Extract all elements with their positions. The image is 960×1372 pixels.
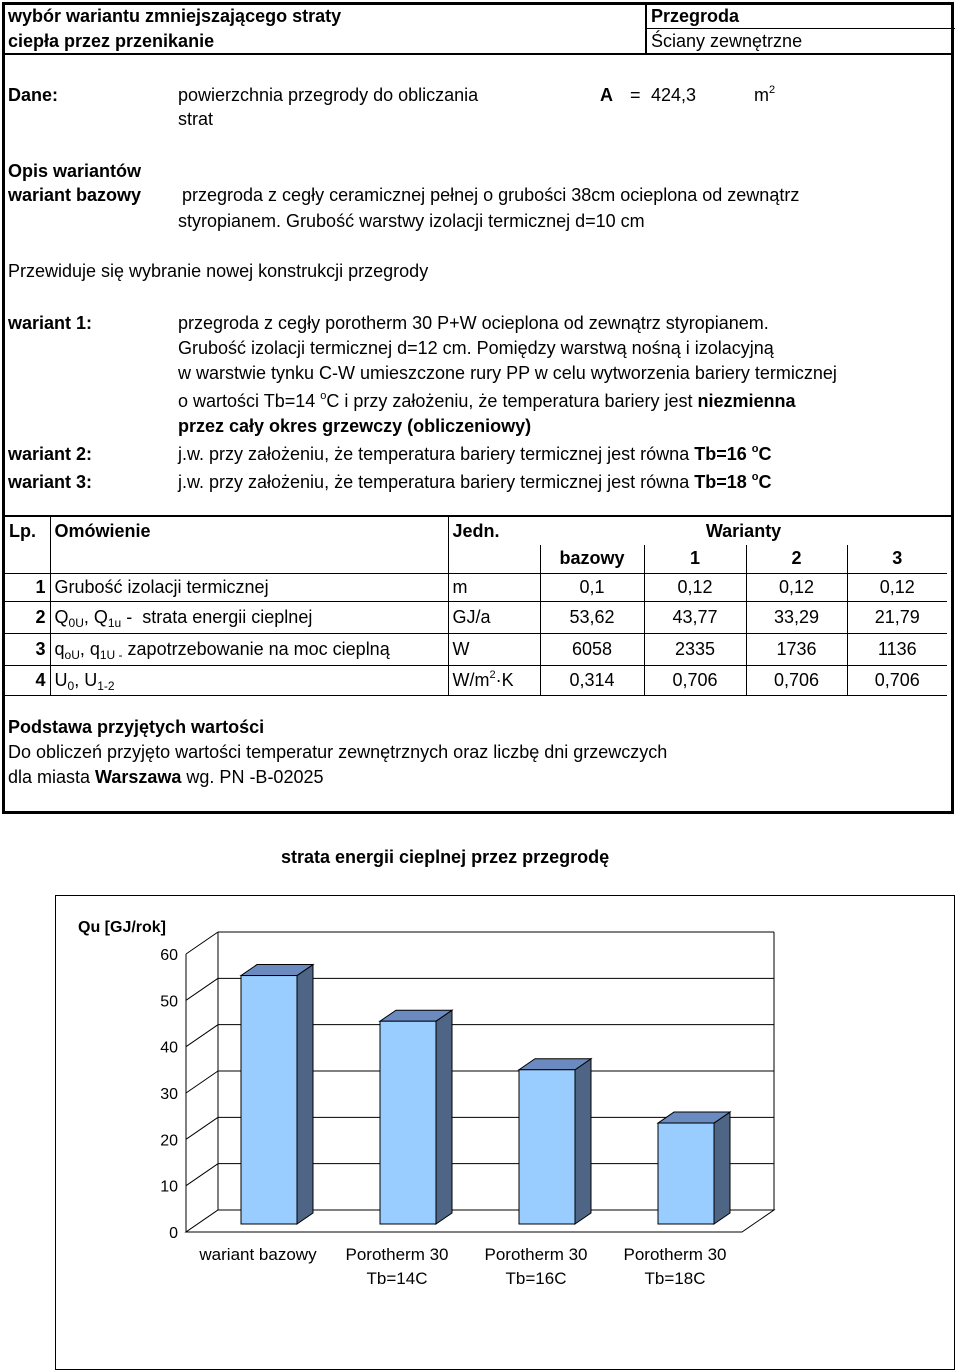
given-label: Dane:	[8, 85, 59, 105]
row-value-v1: 2335	[644, 633, 746, 665]
variant-1-text-line4: o wartości Tb=14 $^o$C i przy założeniu, że temperatura bariery jest niezmienna	[178, 390, 796, 411]
col-unit-header: Jedn.	[452, 520, 500, 541]
report-title-line1: wybór wariantu zmniejszającego straty	[8, 6, 342, 26]
variant-1-text-line1: przegroda z cegły porotherm 30 P+W ocieplona od zewnątrz styropianem.	[178, 313, 769, 333]
given-desc-line2: strat	[178, 109, 214, 129]
gridline-side	[186, 978, 218, 1000]
row-value-base: 0,314	[540, 665, 644, 695]
bar	[241, 976, 297, 1224]
row-lp: 3	[5, 633, 50, 665]
variant-1-label: wariant 1:	[8, 313, 93, 333]
element-type: Ściany zewnętrzne	[651, 31, 803, 51]
row-unit: $W/m^2\cdot K$	[448, 665, 540, 695]
subheader-1: 1	[644, 545, 746, 573]
x-tick-label: wariant bazowy	[199, 1245, 317, 1264]
given-unit: $m^2$	[754, 84, 776, 105]
bar-side	[714, 1112, 730, 1224]
row-value-v1: 0,12	[644, 573, 746, 601]
y-tick-label: 0	[169, 1225, 178, 1242]
row-value-v2: 0,12	[746, 573, 847, 601]
row-unit: m	[448, 573, 540, 601]
element-name: Przegroda	[651, 6, 740, 26]
variant-base-label: wariant bazowy	[8, 185, 142, 205]
col-lp-header: Lp.	[5, 517, 50, 545]
bar-side	[297, 965, 313, 1224]
subheader-bazowy: bazowy	[540, 545, 644, 573]
variant-3-text: j.w. przy założeniu, że temperatura bariery termicznej jest równa Tb=18 $^o$C	[178, 471, 772, 492]
gridline-side	[186, 932, 218, 954]
row-unit: W	[448, 633, 540, 665]
basis-line1: Do obliczeń przyjęto wartości temperatur zewnętrznych oraz liczbę dni grzewczych	[8, 742, 668, 762]
gridline-side	[186, 1164, 218, 1186]
basis-line2: dla miasta Warszawa wg. PN -B-02025	[8, 767, 324, 787]
col-desc-header: Omówienie	[50, 517, 448, 545]
variant-2-text: j.w. przy założeniu, że temperatura bariery termicznej jest równa Tb=16 $^o$C	[178, 443, 772, 464]
row-lp: 1	[5, 573, 50, 601]
y-tick-label: 40	[160, 1039, 178, 1057]
report-title-line2: ciepła przez przenikanie	[8, 31, 215, 51]
y-tick-label: 50	[160, 993, 178, 1011]
given-desc-line1: powierzchnia przegrody do obliczania	[178, 85, 479, 105]
x-tick-label: Porotherm 30	[484, 1245, 588, 1264]
row-value-v3: 21,79	[847, 601, 947, 633]
variant-base-text-line2: styropianem. Grubość warstwy izolacji termicznej d=10 cm	[178, 211, 645, 231]
given-value: 424,3	[651, 85, 697, 105]
variants-heading: Opis wariantów	[8, 161, 142, 181]
x-tick-label: Tb=18C	[644, 1269, 706, 1288]
row-value-v3: 0,706	[847, 665, 947, 695]
y-tick-label: 60	[160, 947, 178, 964]
variant-2-label: wariant 2:	[8, 444, 93, 464]
gridline-side	[186, 1117, 218, 1139]
row-desc: $U_0$, $U_{1-2}$	[50, 665, 448, 695]
row-lp: 2	[5, 601, 50, 633]
variants-intro: Przewiduje się wybranie nowej konstrukcji przegrody	[8, 261, 429, 281]
variant-1-text-line5: przez cały okres grzewczy (obliczeniowy)	[178, 416, 532, 436]
row-lp: 4	[5, 665, 50, 695]
bar	[658, 1123, 714, 1224]
y-tick-label: 20	[160, 1132, 178, 1150]
bar	[380, 1021, 436, 1224]
row-value-base: 0,1	[540, 573, 644, 601]
row-desc: $q_{oU}$, $q_{1U -}$ zapotrzebowanie na moc cieplną	[50, 633, 448, 665]
row-value-v1: 0,706	[644, 665, 746, 695]
x-tick-label: Porotherm 30	[623, 1245, 727, 1264]
x-tick-label: Porotherm 30	[345, 1245, 449, 1264]
y-tick-label: 10	[160, 1178, 178, 1196]
row-value-v2: 0,706	[746, 665, 847, 695]
bar-side	[575, 1059, 591, 1224]
basis-heading: Podstawa przyjętych wartości	[8, 717, 265, 737]
row-desc: Grubość izolacji termicznej	[50, 573, 448, 601]
subheader-3: 3	[847, 545, 947, 573]
row-value-v3: 1136	[847, 633, 947, 665]
row-value-v1: 43,77	[644, 601, 746, 633]
row-value-v2: 33,29	[746, 601, 847, 633]
given-symbol: A	[600, 85, 613, 105]
col-variants-header: Warianty	[705, 520, 782, 541]
gridline-side	[186, 1025, 218, 1047]
x-tick-label: Tb=16C	[505, 1269, 567, 1288]
gridline-side	[186, 1071, 218, 1093]
variant-base-text-line1: przegroda z cegły ceramicznej pełnej o grubości 38cm ocieplona od zewnątrz	[182, 185, 800, 205]
chart-title: strata energii cieplnej przez przegrodę	[281, 847, 610, 867]
y-axis-label: Qu [GJ/rok]	[78, 919, 167, 936]
x-tick-label: Tb=14C	[366, 1269, 428, 1288]
row-value-v2: 1736	[746, 633, 847, 665]
subheader-2: 2	[746, 545, 847, 573]
variant-1-text-line3: w warstwie tynku C-W umieszczone rury PP w celu wytworzenia bariery termicznej	[178, 363, 837, 383]
row-desc: $Q_{0U}$, $Q_{1u}$ - strata energii cieplnej	[50, 601, 448, 633]
bar	[519, 1070, 575, 1224]
given-equals: =	[630, 85, 641, 105]
variant-1-text-line2: Grubość izolacji termicznej d=12 cm. Pomiędzy warstwą nośną i izolacyjną	[178, 338, 774, 358]
row-value-base: 53,62	[540, 601, 644, 633]
bar-side	[436, 1010, 452, 1224]
row-value-base: 6058	[540, 633, 644, 665]
row-value-v3: 0,12	[847, 573, 947, 601]
y-tick-label: 30	[160, 1086, 178, 1103]
variant-3-label: wariant 3:	[8, 472, 93, 492]
row-unit: GJ/a	[448, 601, 540, 633]
